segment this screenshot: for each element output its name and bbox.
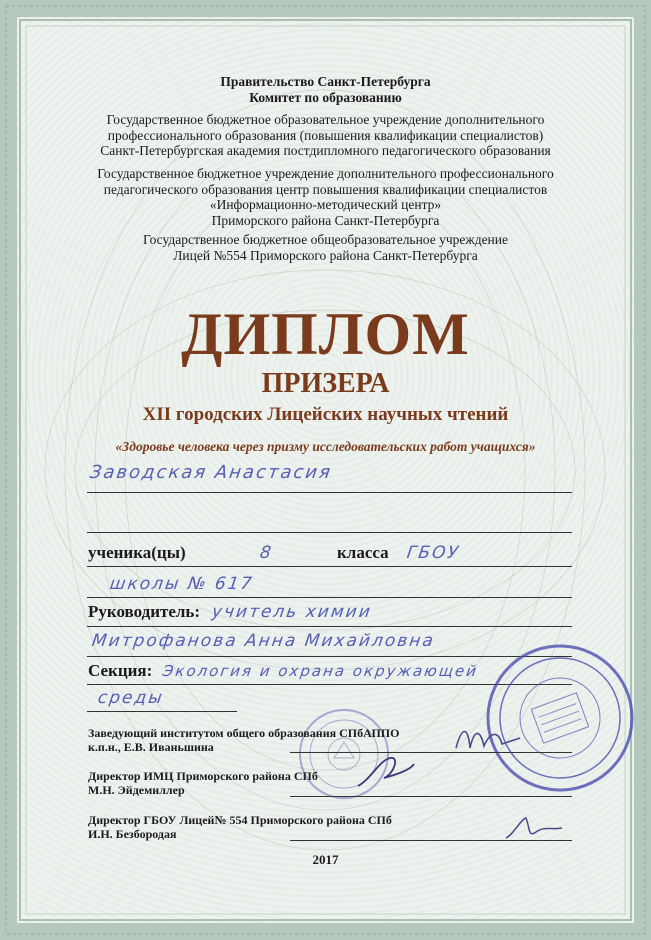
event-theme: «Здоровье человека через призму исследовательских работ учащихся»	[115, 439, 536, 454]
section-value: Экология и охрана окружающей	[161, 662, 479, 680]
signatory-name: М.Н. Эйдемиллер	[88, 783, 185, 797]
signatory-title: Директор ГБОУ Лицей№ 554 Приморского района СПб	[88, 813, 392, 827]
center-line: Государственное бюджетное учреждение дополнительного профессионального	[97, 166, 554, 181]
center-block	[60, 166, 591, 228]
supervisor-underline	[87, 626, 572, 627]
supervisor-name: Митрофанова Анна Михайловна	[90, 631, 437, 651]
section-value-continued: среды	[96, 688, 166, 708]
signatory-3	[88, 813, 392, 841]
center-line: педагогического образования центр повышения квалификации специалистов	[103, 181, 548, 197]
blank-underline	[87, 532, 572, 533]
section-row-2	[98, 688, 164, 708]
signatory-title: Директор ИМЦ Приморского района СПб	[88, 769, 318, 783]
school-underline	[87, 597, 572, 598]
student-name-handwriting: Заводская Анастасия	[88, 462, 334, 483]
government-line-1: Правительство Санкт-Петербурга	[220, 74, 431, 89]
signatory-title: Заведующий институтом общего образования СПбАППО	[88, 726, 400, 740]
academy-line: профессионального образования (повышения квалификации специалистов)	[107, 127, 544, 143]
grade-value: 8	[258, 543, 275, 563]
event-name: XII городских Лицейских научных чтений	[142, 404, 509, 425]
signatory-2	[88, 769, 318, 797]
student-row	[88, 543, 460, 563]
center-line: Приморского района Санкт-Петербурга	[211, 212, 440, 228]
student-label: ученика(цы)	[88, 543, 186, 562]
student-underline	[87, 566, 572, 567]
government-header	[60, 74, 591, 105]
section-underline-2	[87, 711, 237, 712]
lyceum-line: Лицей №554 Приморского района Санкт-Петербурга	[173, 247, 478, 263]
signatory-name: И.Н. Безбородая	[88, 827, 177, 841]
supervisor-label: Руководитель:	[88, 602, 201, 621]
signature-3	[500, 810, 570, 846]
academy-block	[60, 112, 591, 159]
section-label: Секция:	[88, 661, 153, 680]
academy-line: Санкт-Петербургская академия постдипломного педагогического образования	[100, 143, 551, 158]
supervisor-name-row	[92, 631, 435, 651]
signature-2	[350, 750, 420, 794]
signature-line-2	[290, 796, 572, 797]
supervisor-row	[88, 602, 372, 622]
diploma-subtitle: ПРИЗЕРА	[261, 368, 390, 399]
lyceum-line: Государственное бюджетное общеобразовательное учреждение	[142, 232, 509, 247]
signatory-name: к.п.н., Е.В. Иваньшина	[88, 740, 214, 754]
center-line: «Информационно-методический центр»	[209, 197, 442, 212]
lyceum-block	[60, 232, 591, 263]
section-row	[88, 661, 478, 681]
name-underline	[87, 492, 572, 493]
school-row	[110, 574, 253, 594]
diploma-title: ДИПЛОМ	[181, 301, 470, 367]
academy-line: Государственное бюджетное образовательное учреждение дополнительного	[106, 112, 545, 127]
supervisor-position: учитель химии	[210, 602, 374, 622]
class-value: ГБОУ	[405, 543, 462, 563]
government-line-2: Комитет по образованию	[249, 89, 402, 105]
school-value: школы № 617	[108, 574, 255, 594]
class-label: класса	[336, 543, 389, 562]
signature-1	[450, 718, 540, 758]
student-name	[90, 462, 332, 483]
diploma-year: 2017	[312, 852, 339, 867]
